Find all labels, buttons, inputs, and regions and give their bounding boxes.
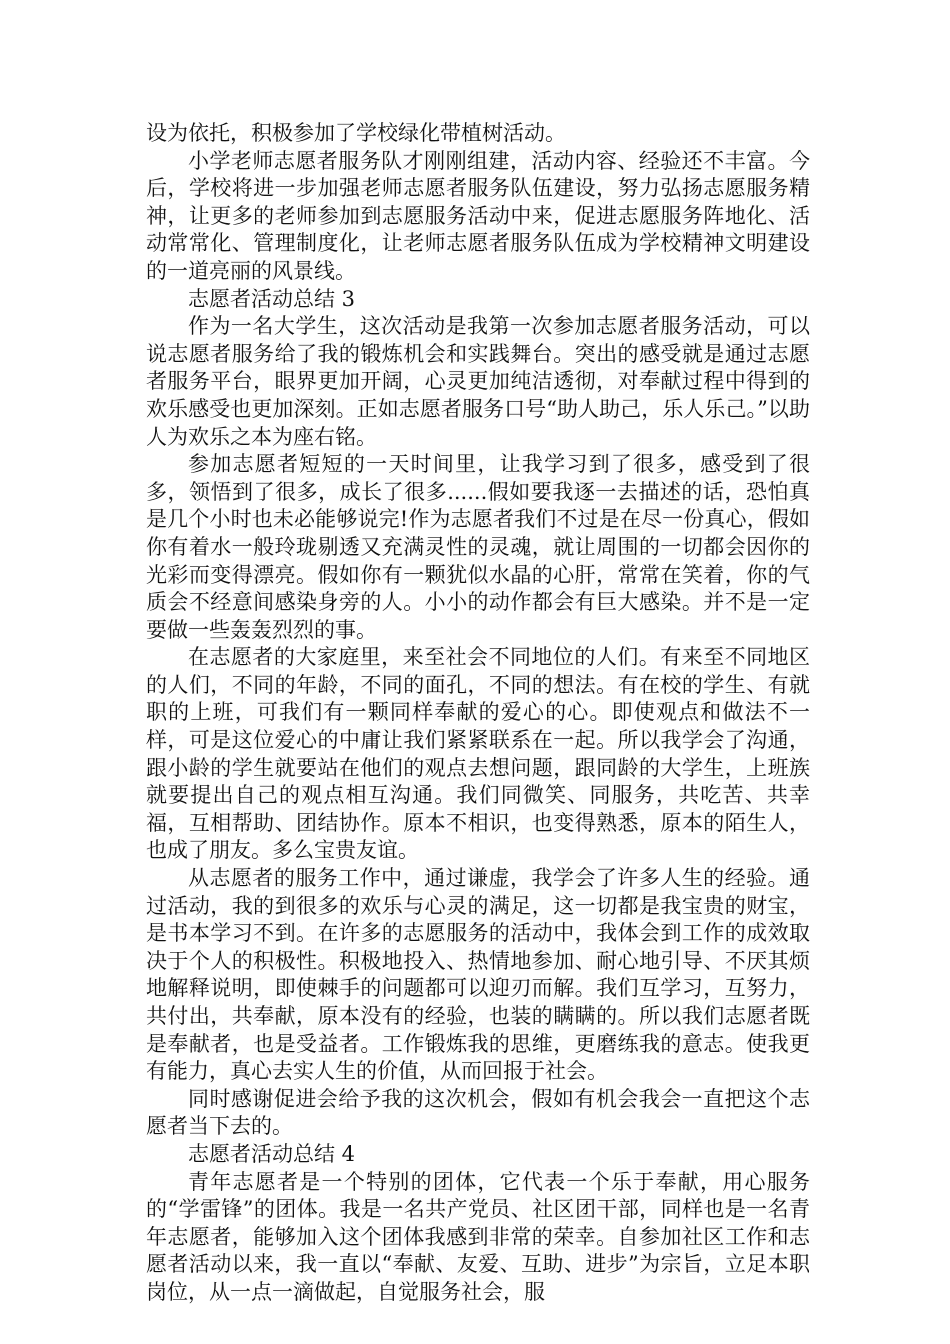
body-paragraph: 参加志愿者短短的一天时间里，让我学习到了很多，感受到了很多，领悟到了很多，成长了很多......假如要我逐一去描述的话，恐怕真是几个小时也未必能够说完!作为志愿者我们不过是在尽一份真心，假如你有着水一般玲珑剔透又充满灵性的灵魂，就让周围的一切都会因你的光彩而变得漂亮。假如你有一颗犹似水晶的心肝，常常在笑着，你的气质会不经意间感染身旁的人。小小的动作都会有巨大感染。并不是一定要做一些轰轰烈烈的事。: [146, 452, 810, 642]
continuation-paragraph: 设为依托，积极参加了学校绿化带植树活动。: [146, 121, 566, 145]
body-paragraph: 从志愿者的服务工作中，通过谦虚，我学会了许多人生的经验。通过活动，我的到很多的欢乐与心灵的满足，这一切都是我宝贵的财宝，是书本学习不到。在许多的志愿服务的活动中，我体会到工作的成效取决于个人的积极性。积极地投入、热情地参加、耐心地引导、不厌其烦地解释说明，即使棘手的问题都可以迎刃而解。我们互学习，互努力，共付出，共奉献，原本没有的经验，也装的瞒瞒的。所以我们志愿者既是奉献者，也是受益者。工作锻炼我的思维，更磨练我的意志。使我更有能力，真心去实人生的价值，从而回报于社会。: [146, 866, 810, 1084]
document-body: [146, 120, 810, 1307]
section-heading: 志愿者活动总结 3: [188, 286, 356, 311]
section-heading: 志愿者活动总结 4: [188, 1141, 356, 1166]
body-paragraph: 青年志愿者是一个特别的团体，它代表一个乐于奉献，用心服务的“学雷锋”的团体。我是一名共产党员、社区团干部，同样也是一名青年志愿者，能够加入这个团体我感到非常的荣幸。自参加社区工作和志愿者活动以来，我一直以“奉献、友爱、互助、进步”为宗旨，立足本职岗位，从一点一滴做起，自觉服务社会，服: [146, 1169, 810, 1304]
body-paragraph: 在志愿者的大家庭里，来至社会不同地位的人们。有来至不同地区的人们，不同的年龄，不同的面孔，不同的想法。有在校的学生、有就职的上班，可我们有一颗同样奉献的爱心的心。即使观点和做法不一样，可是这位爱心的中庸让我们紧紧联系在一起。所以我学会了沟通，跟小龄的学生就要站在他们的观点去想问题，跟同龄的大学生，上班族就要提出自己的观点相互沟通。我们同微笑、同服务，共吃苦、共幸福，互相帮助、团结协作。原本不相识，也变得熟悉，原本的陌生人，也成了朋友。多么宝贵友谊。: [146, 645, 810, 863]
body-paragraph: 小学老师志愿者服务队才刚刚组建，活动内容、经验还不丰富。今后，学校将进一步加强老师志愿者服务队伍建设，努力弘扬志愿服务精神，让更多的老师参加到志愿服务活动中来，促进志愿服务阵地化、活动常常化、管理制度化，让老师志愿者服务队伍成为学校精神文明建设的一道亮丽的风景线。: [146, 148, 810, 283]
body-paragraph: 同时感谢促进会给予我的这次机会，假如有机会我会一直把这个志愿者当下去的。: [146, 1086, 810, 1139]
body-paragraph: 作为一名大学生，这次活动是我第一次参加志愿者服务活动，可以说志愿者服务给了我的锻炼机会和实践舞台。突出的感受就是通过志愿者服务平台，眼界更加开阔，心灵更加纯洁透彻，对奉献过程中得到的欢乐感受也更加深刻。正如志愿者服务口号“助人助己，乐人乐己。”以助人为欢乐之本为座右铭。: [146, 314, 810, 449]
